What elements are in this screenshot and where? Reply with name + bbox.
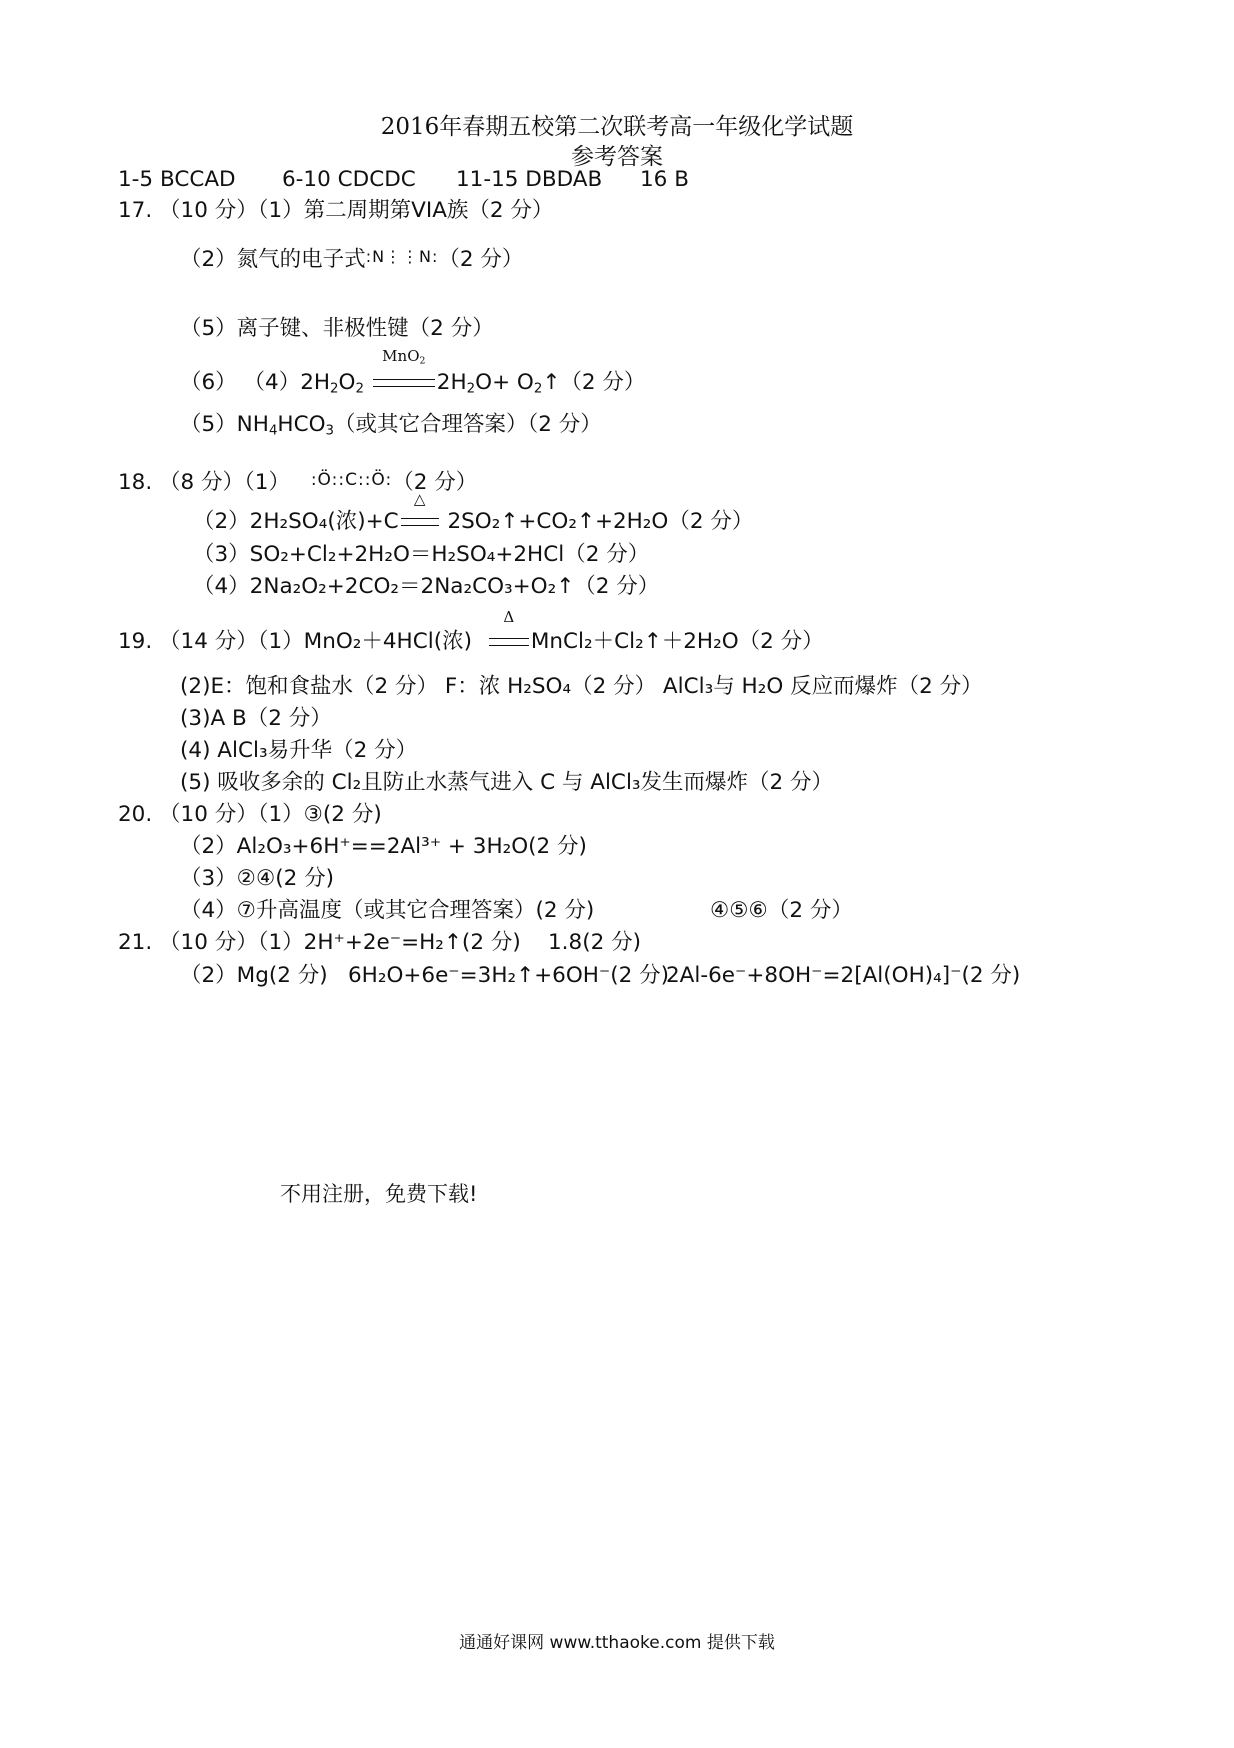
q19-part3: (3)A B（2 分） xyxy=(180,706,332,731)
q17-compound-c: （或其它合理答案）（2 分） xyxy=(334,412,602,437)
q19-part5: (5) 吸收多余的 Cl₂且防止水蒸气进入 C 与 AlCl₃发生而爆炸（2 分） xyxy=(180,770,834,795)
q20-part4-a: （4）⑦升高温度（或其它合理答案）(2 分) xyxy=(180,898,595,923)
q19-heading xyxy=(118,608,824,657)
q18-part3: （3）SO₂+Cl₂+2H₂O＝H₂SO₄+2HCl（2 分） xyxy=(193,542,650,567)
q19-part4: (4) AlCl₃易升华（2 分） xyxy=(180,738,418,763)
q20-heading: 20. （10 分）（1）③(2 分) xyxy=(118,802,382,827)
q20-part4-b: ④⑤⑥（2 分） xyxy=(710,898,853,923)
q17-compound-b: HCO xyxy=(277,412,326,437)
q17-eq-oxygen: O+ O xyxy=(475,370,534,395)
q18-score: （2 分） xyxy=(392,470,478,495)
q17-part2 xyxy=(180,242,523,275)
q17-part2-text: （2）氮气的电子式 xyxy=(180,247,366,272)
q17-compound-a: （5）NH xyxy=(180,412,269,437)
q17-eq-product: 2H xyxy=(436,370,467,395)
q19-heading-b: MnCl₂＋Cl₂↑＋2H₂O（2 分） xyxy=(530,629,824,654)
q20-part3: （3）②④(2 分) xyxy=(180,866,335,891)
q17-part6-equation: （6） $(4)2H_2O_2$ MnO$_2$ $2H_2O+$ $O_2↑(2$ 分） xyxy=(180,347,646,397)
q19-heading-a: 19. （14 分）（1）MnO₂＋4HCl(浓) xyxy=(118,629,472,654)
q18-part4: （4）2Na₂O₂+2CO₂＝2Na₂CO₃+O₂↑（2 分） xyxy=(193,574,660,599)
free-download-note: 不用注册，免费下载! xyxy=(280,1182,478,1206)
page-subtitle: 参考答案 xyxy=(571,144,663,170)
nitrogen-electron-formula: :N⋮⋮N: xyxy=(365,247,439,266)
heat-condition xyxy=(401,490,439,537)
q17-part5-bonds: （5）离子键、非极性键（2 分） xyxy=(180,316,494,341)
q17-part5-compound: $(5)NH_4HCO_3$（或其它合理答案）（2 分） xyxy=(180,412,602,439)
q17-heading: 17. （10 分）（1）第二周期第VIA族（2 分） xyxy=(118,198,554,223)
q18-part2-b: 2SO₂↑+CO₂↑+2H₂O（2 分） xyxy=(447,509,754,534)
footer-source: 通通好课网 www.tthaoke.com 提供下载 xyxy=(459,1633,775,1653)
q19-part2: (2)E：饱和食盐水（2 分） F：浓 H₂SO₄（2 分） AlCl₃与 H₂O 反应而爆炸（2 分） xyxy=(180,674,983,699)
choice-answers-6-10: 6-10 CDCDC xyxy=(282,167,416,192)
mno2-catalyst-condition: MnO$_2$ xyxy=(373,368,435,398)
q19-heat-condition xyxy=(489,608,529,657)
q17-eq-score: ↑（2 分） xyxy=(542,370,646,395)
q20-part2: （2）Al₂O₃+6H⁺==2Al³⁺ + 3H₂O(2 分) xyxy=(180,834,587,859)
q18-heading-text: 18. （8 分）（1） xyxy=(118,470,290,495)
page-title: 2016年春期五校第二次联考高一年级化学试题 xyxy=(380,114,854,140)
co2-electron-formula: :Ö::C::Ö: xyxy=(310,470,393,490)
q17-part2-score: （2 分） xyxy=(438,247,524,272)
catalyst-label: MnO xyxy=(382,347,420,365)
q21-heading-a: 21. （10 分）（1）2H⁺+2e⁻=H₂↑(2 分) xyxy=(118,930,521,955)
choice-answer-16: 16 B xyxy=(640,167,689,192)
q18-part2 xyxy=(193,490,754,537)
q21-part2-a: （2）Mg(2 分) xyxy=(180,963,328,988)
q21-part2-b: 6H₂O+6e⁻=3H₂↑+6OH⁻(2 分) xyxy=(348,963,670,988)
q18-part2-a: （2）2H₂SO₄(浓)+C xyxy=(193,509,399,534)
choice-answers-1-5: 1-5 BCCAD xyxy=(118,167,236,192)
q17-eq-prefix: （6） （4）2H xyxy=(180,370,331,395)
choice-answers-11-15: 11-15 DBDAB xyxy=(456,167,603,192)
q21-heading-b: 1.8(2 分) xyxy=(548,930,641,955)
q19-heat-symbol: Δ xyxy=(503,608,515,626)
q21-part2-c: 2Al-6e⁻+8OH⁻=2[Al(OH)₄]⁻(2 分) xyxy=(666,963,1021,988)
heat-symbol: △ xyxy=(413,490,426,508)
